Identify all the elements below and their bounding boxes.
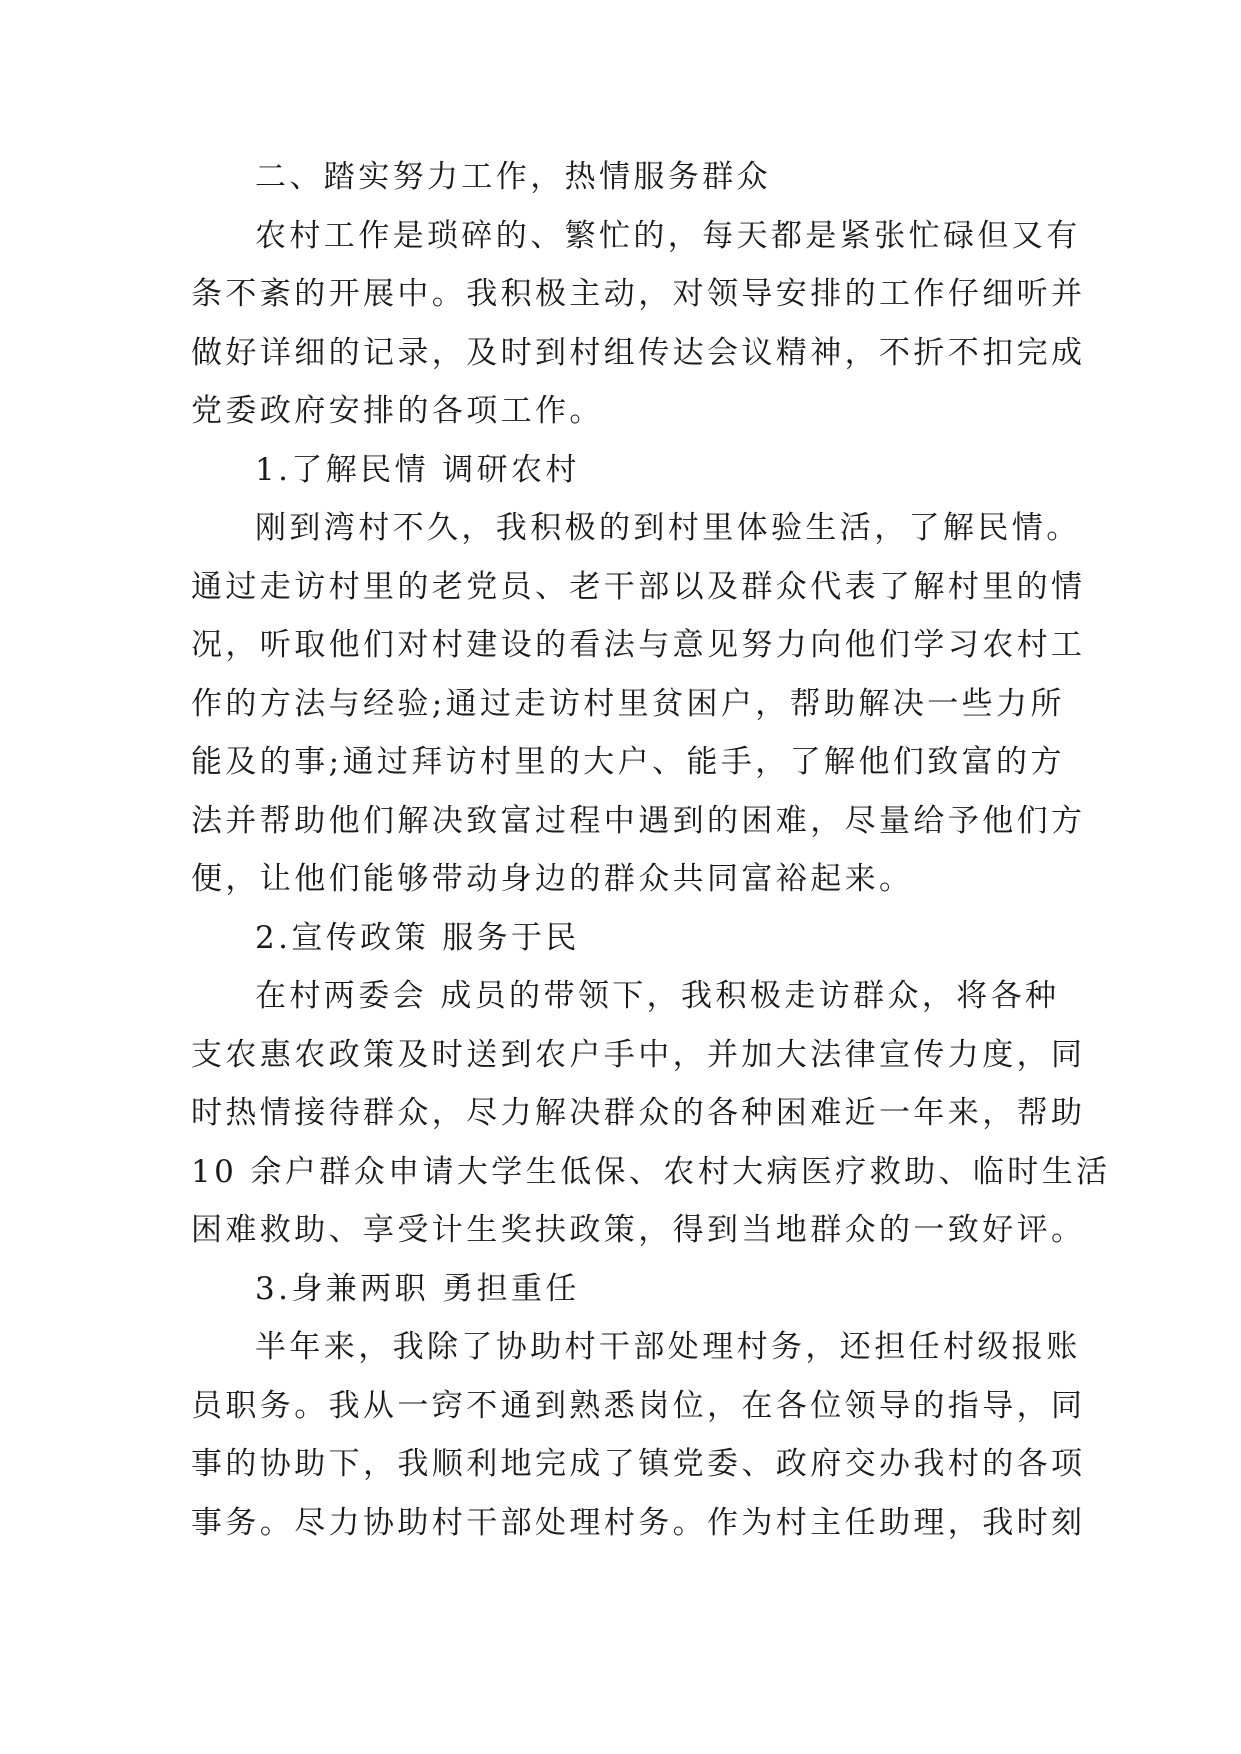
paragraph-line: 便，让他们能够带动身边的群众共同富裕起来。	[191, 861, 914, 897]
paragraph-line: 农村工作是琐碎的、繁忙的，每天都是紧张忙碌但又有	[255, 217, 1081, 254]
paragraph-line: 事务。尽力协助村干部处理村务。作为村主任助理，我时刻	[191, 1504, 1086, 1541]
paragraph-line: 员职务。我从一窍不通到熟悉岗位，在各位领导的指导，同	[191, 1387, 1086, 1424]
paragraph-line: 通过走访村里的老党员、老干部以及群众代表了解村里的情	[191, 568, 1086, 605]
paragraph-line: 时热情接待群众，尽力解决群众的各种困难近一年来，帮助	[191, 1095, 1086, 1131]
paragraph-line: 事的协助下，我顺利地完成了镇党委、政府交办我村的各项	[191, 1446, 1086, 1482]
paragraph-line: 作的方法与经验;通过走访村里贫困户，帮助解决一些力所	[191, 685, 1065, 722]
paragraph-line: 支农惠农政策及时送到农户手中，并加大法律宣传力度，同	[191, 1036, 1086, 1073]
subheading: 2.宣传政策 服务于民	[255, 919, 580, 956]
paragraph-line: 法并帮助他们解决致富过程中遇到的困难，尽量给予他们方	[191, 802, 1086, 839]
paragraph-line: 能及的事;通过拜访村里的大户、能手，了解他们致富的方	[191, 744, 1065, 780]
paragraph-line: 困难救助、享受计生奖扶政策，得到当地群众的一致好评。	[191, 1212, 1086, 1248]
paragraph-line: 党委政府安排的各项工作。	[191, 393, 604, 429]
document-page	[191, 148, 1111, 1552]
subheading: 1.了解民情 调研农村	[255, 451, 580, 488]
paragraph-line: 做好详细的记录，及时到村组传达会议精神，不折不扣完成	[191, 334, 1086, 371]
section-heading: 二、踏实努力工作，热情服务群众	[255, 159, 771, 195]
paragraph-line: 刚到湾村不久，我积极的到村里体验生活，了解民情。	[255, 510, 1081, 546]
paragraph-line: 条不紊的开展中。我积极主动，对领导安排的工作仔细听并	[191, 276, 1086, 312]
paragraph-line: 半年来，我除了协助村干部处理村务，还担任村级报账	[255, 1329, 1081, 1365]
paragraph-line: 况，听取他们对村建设的看法与意见努力向他们学习农村工	[191, 627, 1086, 663]
paragraph-line: 10 余户群众申请大学生低保、农村大病医疗救助、临时生活	[191, 1153, 1111, 1190]
paragraph-line: 在村两委会 成员的带领下，我积极走访群众，将各种	[255, 978, 1060, 1014]
subheading: 3.身兼两职 勇担重任	[255, 1270, 580, 1307]
